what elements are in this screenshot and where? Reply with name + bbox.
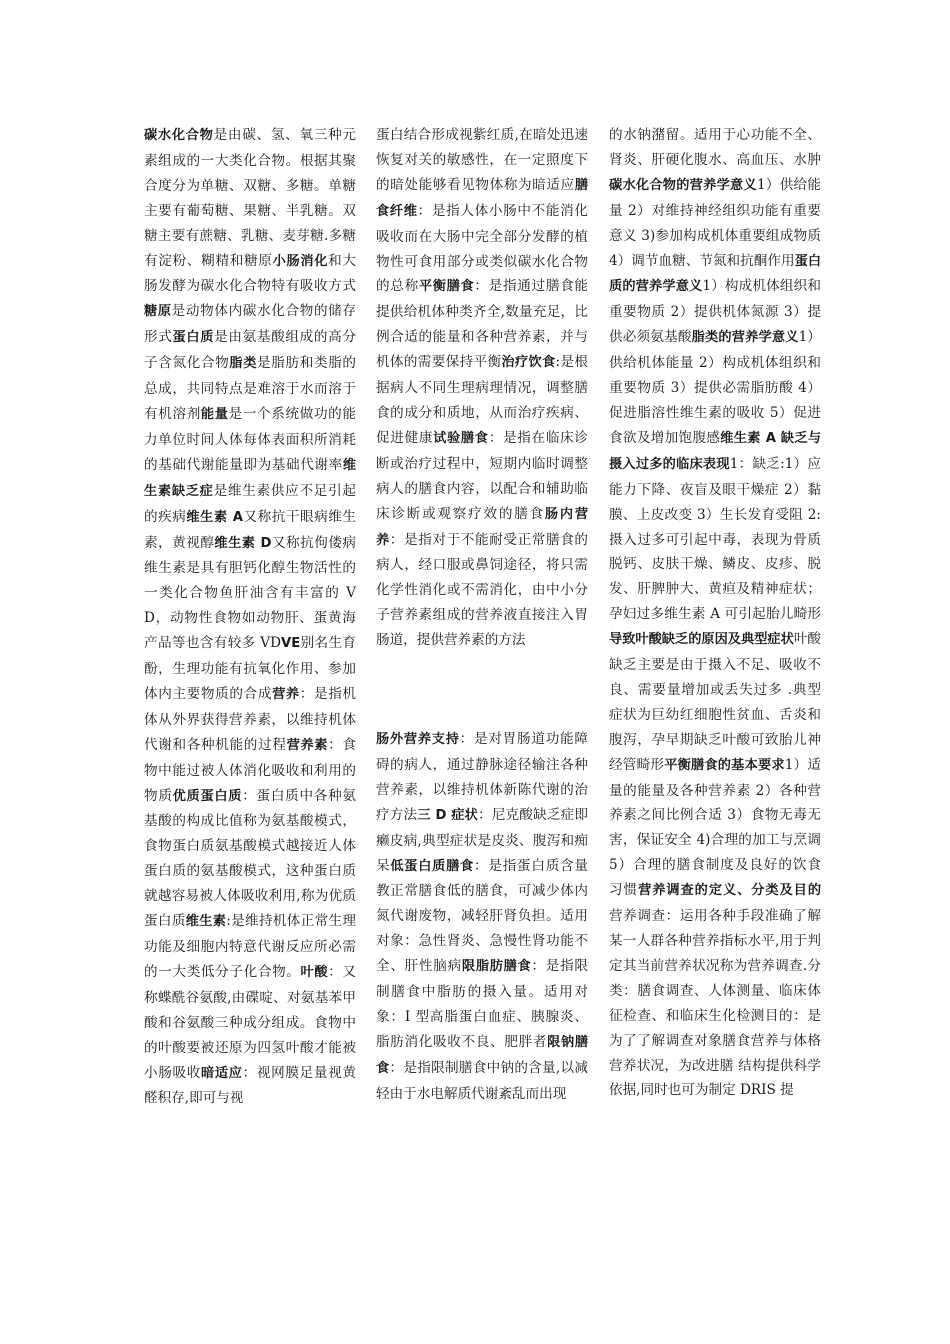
definition-text: ：又称蝶酰谷氨酸,由碟啶、对氨基苯甲酸和谷氨酸三种成分组成。食物中的叶酸要被还原为四氢叶酸才能被小肠吸收 xyxy=(144,963,357,1081)
definition-text: ：是指人体小肠中不能消化吸收而在大肠中完全部分发酵的植物性可食用部分或类似碳水化合物的总称 xyxy=(376,202,589,295)
term-heading: 三 D 症状 xyxy=(417,807,478,823)
definition-text: 别名生育酚，生理功能有抗氧化作用、参加体内主要物质的合成 xyxy=(144,635,356,702)
term-heading: 优质蛋白质 xyxy=(172,788,243,804)
definition-text: 1：缺乏:1）应能力下降、夜盲及眼干燥症 2）黏膜、上皮改变 3）生长发育受阻 2:摄入过多可引起中毒，表现为骨质脱钙、皮肤干燥、鳞皮、皮疹、脱发、肝脾肿大、黄疸及精神症状；孕妇过多维生素 A 可引起胎儿畸形 xyxy=(609,455,821,623)
definition-text: 的水钠潴留。适用于心功能不全、肾炎、肝硬化腹水、高血压、水肿 xyxy=(609,127,821,168)
definition-entry xyxy=(609,631,821,773)
term-heading: 维生素 D xyxy=(214,535,272,551)
term-heading: 小肠消化 xyxy=(272,253,329,269)
term-heading: 蛋白质的营养学意义 xyxy=(609,253,822,295)
term-heading: 维生素 A 缺乏与摄入过多的临床表现 xyxy=(609,430,822,472)
definition-text: 是由氨基酸组成的高分子含氮化合物 xyxy=(144,329,357,372)
term-heading: 能量 xyxy=(200,406,229,422)
definition-text: 叶酸缺乏主要是由于摄入不足、吸收不良、需要量增加或丢失过多 .典型症状为巨幼红细胞性贫血、舌炎和腹泻，孕早期缺乏叶酸可致胎儿神经管畸形 xyxy=(609,631,822,773)
term-heading: 维生素缺乏症 xyxy=(144,457,356,499)
term-heading: 膳食纤维 xyxy=(376,177,588,219)
definition-entry xyxy=(376,858,588,975)
column-1 xyxy=(144,123,356,1111)
definition-text: 是由碳、氢、氧三种元素组成的一大类化合物。根据其聚合度分为单糖、双糖、多糖。单糖主要有葡萄糖、果糖、半乳糖。双糖主要有蔗糖、乳糖、麦芽糖.多糖有淀粉、糊精和糖原 xyxy=(144,127,357,269)
term-heading: 碳水化合物 xyxy=(144,128,214,143)
definition-text: 1）供给能量 2）对维持神经组织功能有重要意义 3)参加构成机体重要组成物质 4）调节血糖、节氮和抗酮作用 xyxy=(609,176,822,269)
term-heading: 营养 xyxy=(272,686,300,702)
definition-text: ：食物中能过被人体消化吸收和利用的物质 xyxy=(144,736,357,804)
definition-text: ：是指在临床诊断或治疗过程中，短期内临时调整病人的膳食内容，以配合和辅助临床诊断或观察疗效的膳食 xyxy=(376,429,589,522)
definition-text: ：是指通过膳食能提供给机体种类齐全,数量充足，比例合适的能量和各种营养素，并与机体的需要保持平衡 xyxy=(376,278,589,371)
definition-entry xyxy=(144,964,356,1081)
definition-text: ：是指蛋白质含量教正常膳食低的膳食，可减少体内氮代谢废物，减轻肝肾负担。适用对象：急性肾炎、急慢性肾功能不全、肝性脑病 xyxy=(376,857,589,975)
column-gap xyxy=(376,653,588,727)
definition-text: 1）供给机体能量 2）构成机体组织和重要物质 3）提供必需脂肪酸 4）促进脂溶性维生素的吸收 5）促进食欲及增加饱腹感 xyxy=(609,329,821,446)
term-heading: 维生素 A xyxy=(186,509,243,525)
definition-text: 和大肠发酵为碳水化合物特有吸收方式 xyxy=(144,252,357,295)
definition-text: 又称抗佝偻病维生素是具有胆钙化醇生物活性的一类化合物鱼肝油含有丰富的 VD，动物性食物如动物肝、蛋黄海产品等也含有较多 VD xyxy=(144,534,356,652)
definition-text: ：是指限制膳食中脂肪的摄入量。适用对象：I 型高脂蛋白血症、胰腺炎、脂肪消化吸收不良、肥胖者 xyxy=(376,958,589,1050)
definition-entry xyxy=(609,757,821,899)
term-heading: 平衡膳食的基本要求 xyxy=(664,757,785,773)
column-2 xyxy=(376,123,588,1107)
definition-text: 是一个系统做功的能力单位时间人体每体表面积所消耗的基础代谢能量即为基础代谢率 xyxy=(144,405,357,473)
term-heading: 蛋白质 xyxy=(172,330,215,346)
definition-text: ：是指机体从外界获得营养素，以维持机体代谢和各种机能的过程 xyxy=(144,685,357,753)
term-heading: 叶酸 xyxy=(300,964,329,980)
term-heading: 脂类的营养学意义 xyxy=(691,330,799,346)
definition-entry xyxy=(376,177,588,295)
term-heading: 导致叶酸缺乏的原因及典型症状 xyxy=(609,632,794,648)
term-heading: 肠外营养支持 xyxy=(376,732,460,748)
column-3 xyxy=(609,123,821,1103)
term-heading: 营养素 xyxy=(286,737,329,753)
term-heading: 碳水化合物的营养学意义 xyxy=(609,177,757,193)
definition-entry xyxy=(609,882,821,1098)
definition-text: ：尼克酸缺乏症即癞皮病,典型症状是皮炎、腹泻和痴呆 xyxy=(376,806,589,874)
term-heading: 治疗饮食 xyxy=(501,355,556,371)
definition-text: 又称抗干眼病维生素，黄视醇 xyxy=(144,508,357,551)
term-heading: VE xyxy=(280,636,301,652)
definition-text: 是动物体内碳水化合物的储存形式 xyxy=(144,303,357,346)
definition-entry xyxy=(609,177,821,269)
definition-entry xyxy=(609,430,821,622)
definition-entry xyxy=(144,788,356,930)
term-heading: 暗适应 xyxy=(201,1065,243,1081)
definition-entry xyxy=(609,329,821,446)
definition-text: 1）适量的能量及各种营养素 2）各种营养素之间比例合适 3）食物无毒无害，保证安全 4)合理的加工与烹调 5）合理的膳食制度及良好的饮食习惯 xyxy=(609,756,821,899)
definition-text: 是维生素供应不足引起的疾病 xyxy=(144,482,357,525)
definition-entry xyxy=(376,506,588,649)
definition-entry xyxy=(609,127,821,168)
term-heading: 试验膳食 xyxy=(433,430,489,446)
definition-entry xyxy=(144,535,356,652)
definition-entry xyxy=(376,127,588,193)
term-heading: 糖原 xyxy=(144,304,172,320)
term-heading: 维生素 xyxy=(185,914,227,930)
definition-text: ：是对胃肠道功能障碍的病人，通过静脉途径输注各种营养素，以维持机体新陈代谢的治疗方法 xyxy=(376,731,589,823)
term-heading: 脂类 xyxy=(229,356,258,372)
definition-text: ：是指限制膳食中钠的含量,以减轻由于水电解质代谢紊乱而出现 xyxy=(376,1059,588,1102)
definition-text: ：蛋白质中各种氨基酸的构成比值称为氨基酸模式，食物蛋白质氨基酸模式越接近人体蛋白质的氨基酸模式，这种蛋白质就越容易被人体吸收利用,称为优质蛋白质 xyxy=(144,787,357,930)
definition-text: ：是指对于不能耐受正常膳食的病人，经口服或鼻饲途径，将只需化学性消化或不需消化，由中小分子营养素组成的营养液直接注入胃肠道，提供营养素的方法 xyxy=(376,531,589,649)
definition-text: 是脂肪和类脂的总成，共同特点是难溶于水而溶于有机溶剂 xyxy=(144,355,357,422)
definition-text: 1）构成机体组织和重要物质 2）提供机体氮源 3）提供必须氨基酸 xyxy=(609,278,822,346)
definition-text: :是维持机体正常生理功能及细胞内特意代谢反应所必需的一大类低分子化合物。 xyxy=(144,913,357,980)
definition-entry xyxy=(144,127,356,269)
definition-text: 蛋白结合形成视紫红质,在暗处迅速恢复对关的敏感性，在一定照度下的暗处能够看见物体称为暗适应 xyxy=(376,127,588,193)
term-heading: 限脂肪膳食 xyxy=(461,959,532,975)
term-heading: 低蛋白质膳食 xyxy=(390,858,474,874)
definition-text: 营养调查：运用各种手段准确了解某一人群各种营养指标水平,用于判定其当前营养状况称为营养调查.分类：膳食调查、人体测量、临床体征检查、和临床生化检测目的：是为了了解调查对象膳食营养与体格营养状况，为改进膳 结构提供科学依据,同时也可为制定 DRIS 提 xyxy=(609,908,821,1099)
definition-text: :是根据病人不同生理病理情况，调整膳食的成分和质地，从而治疗疾病、促进健康 xyxy=(376,354,588,446)
term-heading: 营养调查的定义、分类及目的 xyxy=(638,883,822,899)
definition-text: ：视网膜足量视黄醛积存,即可与视 xyxy=(144,1064,357,1107)
term-heading: 限钠膳食 xyxy=(376,1034,589,1076)
term-heading: 平衡膳食 xyxy=(418,279,475,295)
term-heading: 肠内营养 xyxy=(376,506,589,548)
